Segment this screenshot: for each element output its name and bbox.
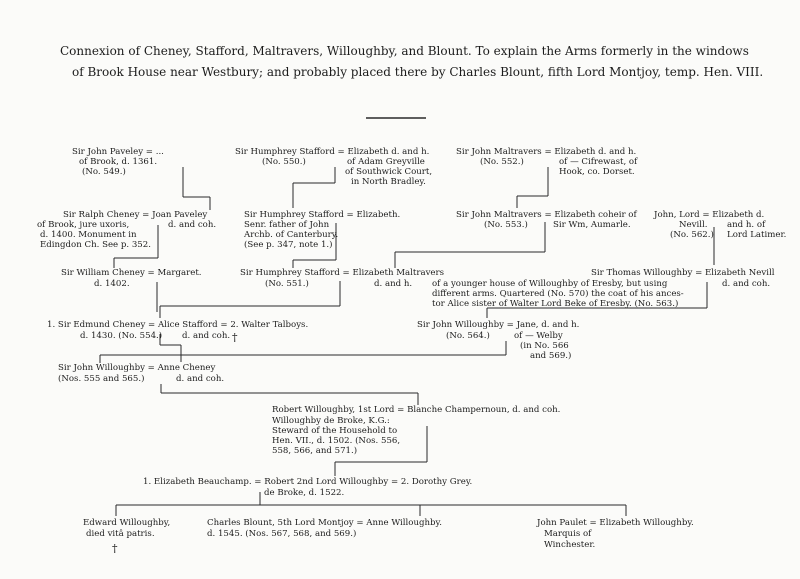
genealogy-text-line: Sir Humphrey Stafford = Elizabeth Maltravers	[240, 268, 445, 278]
death-cross-icon-edward: †	[112, 542, 118, 555]
genealogy-text-line: of Southwick Court,	[345, 167, 433, 177]
genealogy-text-line: Edward Willoughby,	[83, 518, 171, 528]
genealogy-text-line: Sir Wm, Aumarle.	[553, 220, 631, 230]
genealogy-text-line: tor Alice sister of Walter Lord Beke of Eresby. (No. 563.)	[432, 299, 679, 309]
genealogy-text-line: Sir John Paveley = ...	[72, 147, 164, 157]
genealogy-text-line: d. 1400. Monument in	[40, 230, 137, 240]
genealogy-text-line: died vitâ patris.	[86, 529, 155, 539]
genealogy-text-line: Robert Willoughby, 1st Lord = Blanche Champernoun, d. and coh.	[272, 405, 561, 415]
genealogy-text-line: (See p. 347, note 1.)	[244, 240, 333, 250]
genealogy-text-line: (No. 549.)	[82, 167, 126, 177]
genealogy-text-line: d. 1430. (No. 554.)	[80, 331, 163, 341]
genealogy-text-line: John, Lord = Elizabeth d.	[654, 210, 765, 220]
genealogy-text-line: Senr. father of John	[244, 220, 330, 230]
genealogy-text-line: Steward of the Household to	[272, 426, 398, 436]
genealogy-text-line: Lord Latimer.	[727, 230, 787, 240]
genealogy-text-line: Sir Humphrey Stafford = Elizabeth.	[244, 210, 401, 220]
genealogy-text-line: Edingdon Ch. See p. 352.	[40, 240, 151, 250]
genealogy-text-line: d. and coh.	[182, 331, 231, 341]
genealogy-text-line: Sir John Maltravers = Elizabeth d. and h.	[456, 147, 637, 157]
genealogy-text-line: (No. 552.)	[480, 157, 524, 167]
genealogy-text-line: d. 1402.	[94, 279, 130, 289]
genealogy-text-line: Sir Ralph Cheney = Joan Paveley	[63, 210, 208, 220]
genealogy-text-line: of Brook, d. 1361.	[79, 157, 158, 167]
genealogy-text-line: (No. 564.)	[446, 331, 490, 341]
genealogy-text-line: Sir John Willoughby = Anne Cheney	[58, 363, 216, 373]
genealogy-text-line: (No. 553.)	[484, 220, 528, 230]
genealogy-text-line: of Brook, jure uxoris,	[37, 220, 130, 230]
title-line-1: Connexion of Cheney, Stafford, Maltravers, Willoughby, and Blount. To explain the Arms formerly in the windows	[60, 44, 749, 58]
genealogy-text-line: Winchester.	[544, 540, 596, 550]
genealogy-text-line: 558, 566, and 571.)	[272, 446, 358, 456]
genealogy-text-line: Hen. VII., d. 1502. (Nos. 556,	[272, 436, 401, 446]
genealogy-text-line: Sir Thomas Willoughby = Elizabeth Nevill	[591, 268, 775, 278]
genealogy-text-line: of — Welby	[514, 331, 563, 341]
genealogy-text-line: in North Bradley.	[351, 177, 426, 187]
genealogy-text-line: Charles Blount, 5th Lord Montjoy = Anne Willoughby.	[207, 518, 442, 528]
genealogy-text-line: d. 1545. (Nos. 567, 568, and 569.)	[207, 529, 357, 539]
genealogy-text-line: Hook, co. Dorset.	[559, 167, 635, 177]
genealogy-text-line: (No. 550.)	[262, 157, 306, 167]
genealogy-text-line: Sir William Cheney = Margaret.	[61, 268, 202, 278]
genealogy-text-line: d. and h.	[374, 279, 413, 289]
genealogy-text-line: different arms. Quartered (No. 570) the coat of his ances-	[432, 289, 684, 299]
genealogy-text-line: d. and coh.	[176, 374, 225, 384]
genealogy-text-line: of Adam Greyville	[347, 157, 425, 167]
genealogy-text-line: 1. Elizabeth Beauchamp. = Robert 2nd Lord Willoughby = 2. Dorothy Grey.	[143, 477, 473, 487]
genealogy-text-line: Marquis of	[544, 529, 592, 539]
genealogy-text-line: and 569.)	[530, 351, 572, 361]
genealogy-text-line: (in No. 566	[520, 341, 569, 351]
genealogy-text-line: and h. of	[727, 220, 766, 230]
genealogy-text-line: (No. 551.)	[265, 279, 309, 289]
genealogy-text-line: Sir John Maltravers = Elizabeth coheir of	[456, 210, 637, 220]
genealogy-text-line: Willoughby de Broke, K.G.:	[272, 416, 390, 426]
genealogy-text-line: d. and coh.	[722, 279, 771, 289]
title-line-2: of Brook House near Westbury; and probably placed there by Charles Blount, fifth Lord Montjoy, temp. Hen. VIII.	[72, 65, 764, 79]
genealogy-text-line: d. and coh.	[168, 220, 217, 230]
genealogy-text-line: de Broke, d. 1522.	[264, 488, 345, 498]
death-cross-icon: †	[232, 331, 238, 344]
genealogy-text-line: Nevill.	[679, 220, 708, 230]
genealogy-text-line: of a younger house of Willoughby of Eresby, but using	[432, 279, 668, 289]
genealogy-text-line: Sir John Willoughby = Jane, d. and h.	[417, 320, 580, 330]
genealogy-text-line: 1. Sir Edmund Cheney = Alice Stafford = 2. Walter Talboys.	[47, 320, 309, 330]
genealogy-text-line: John Paulet = Elizabeth Willoughby.	[537, 518, 694, 528]
genealogy-text-line: Archb. of Canterbury.	[244, 230, 339, 240]
genealogy-text-line: (Nos. 555 and 565.)	[58, 374, 145, 384]
genealogy-text-line: of — Cifrewast, of	[559, 157, 638, 167]
genealogy-text-line: (No. 562.)	[670, 230, 714, 240]
genealogy-text-line: Sir Humphrey Stafford = Elizabeth d. and h.	[235, 147, 430, 157]
